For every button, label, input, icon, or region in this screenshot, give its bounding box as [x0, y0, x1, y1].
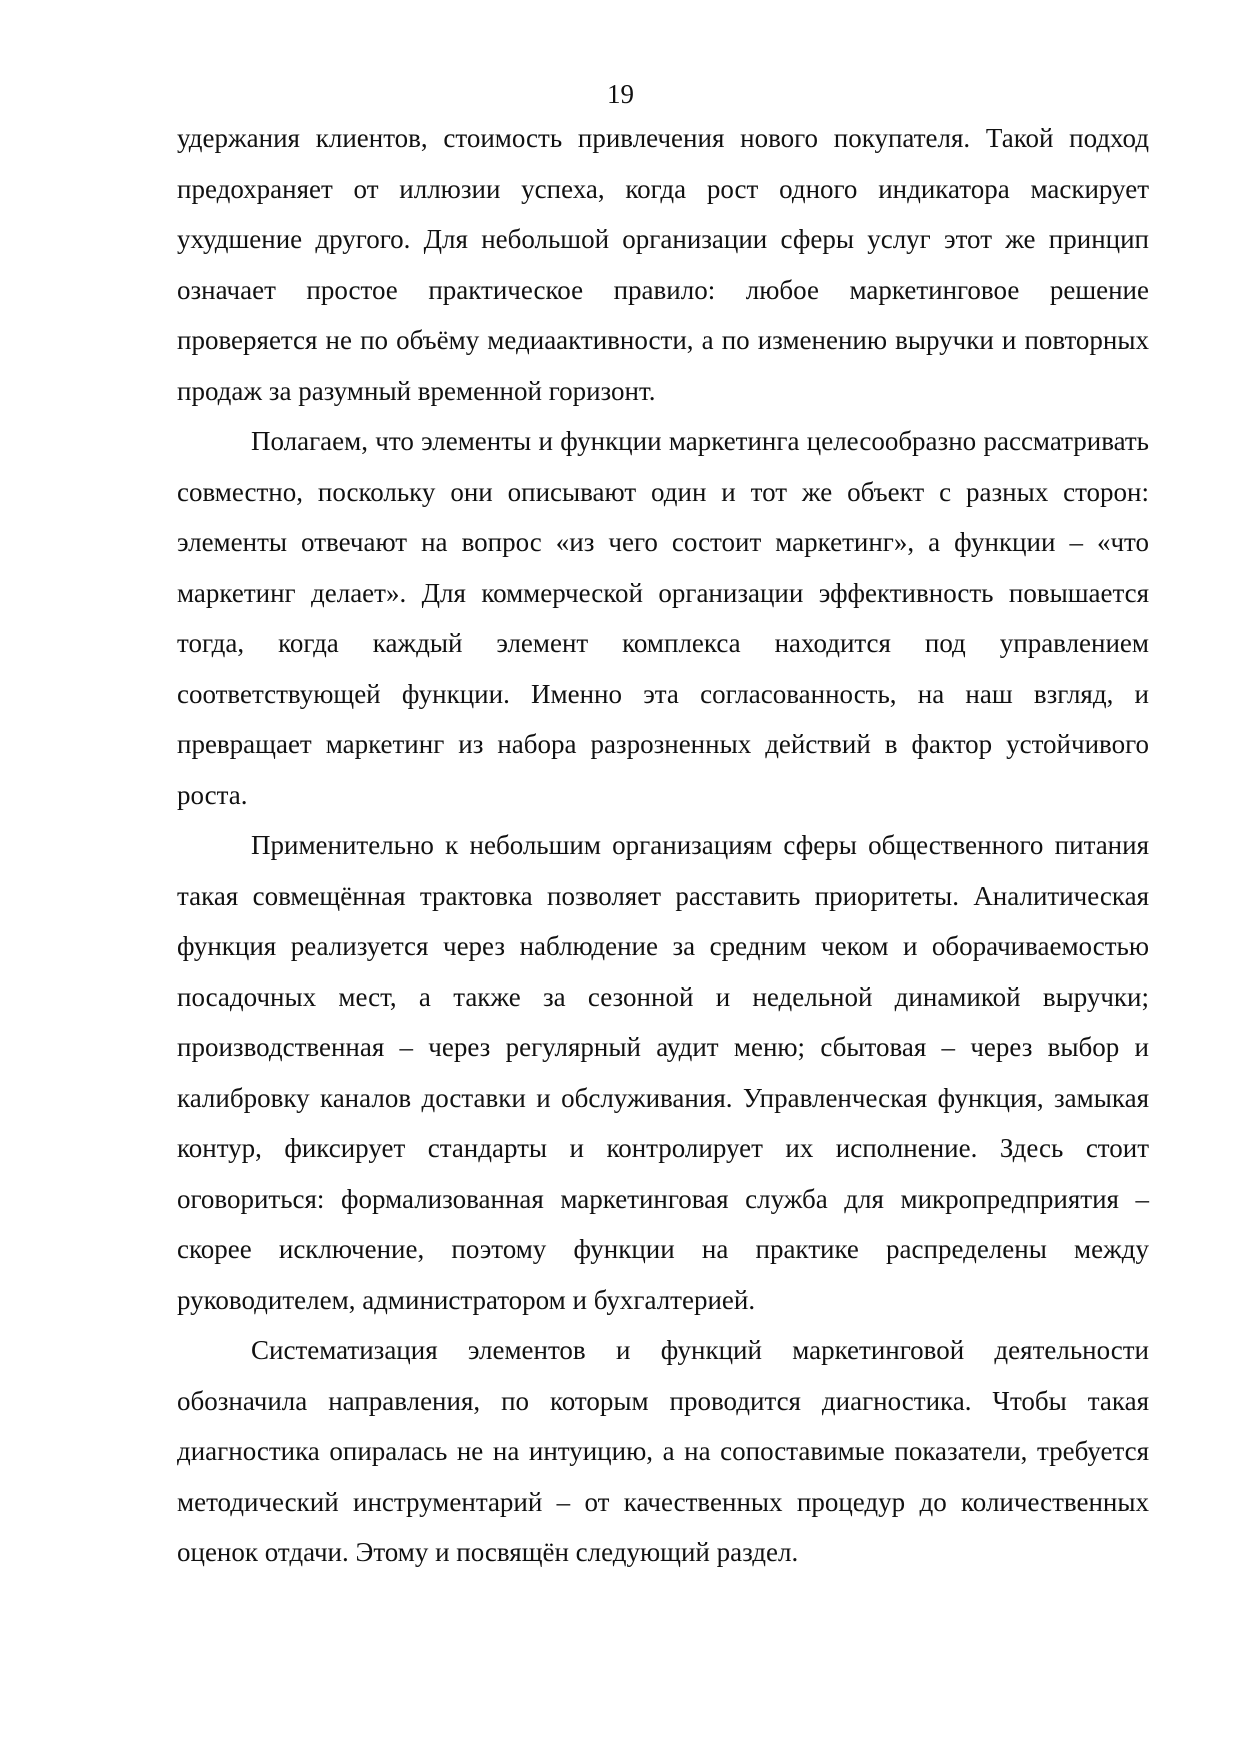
paragraph: Применительно к небольшим организациям сферы общественного питания такая совмещённая трактовка позволяет расставить приоритеты. Аналитическая функция реализуется через наблюдение за средним чеком и оборачиваемостью посадочных мест, а также за сезонной и недельной динамикой выручки; производственная – через регулярный аудит меню; сбытовая – через выбор и калибровку каналов доставки и обслуживания. Управленческая функция, замыкая контур, фиксирует стандарты и контролирует их исполнение. Здесь стоит оговориться: формализованная маркетинговая служба для микропредприятия – скорее исключение, поэтому функции на практике распределены между руководителем, администратором и бухгалтерией.: [177, 830, 1149, 1315]
body-text: [177, 113, 1149, 1578]
paragraph: Систематизация элементов и функций маркетинговой деятельности обозначила направления, по которым проводится диагностика. Чтобы такая диагностика опиралась не на интуицию, а на сопоставимые показатели, требуется методический инструментарий – от качественных процедур до количественных оценок отдачи. Этому и посвящён следующий раздел.: [177, 1335, 1149, 1567]
paragraph-continuation: удержания клиентов, стоимость привлечения нового покупателя. Такой подход предохраняет от иллюзии успеха, когда рост одного индикатора маскирует ухудшение другого. Для небольшой организации сферы услуг этот же принцип означает простое практическое правило: любое маркетинговое решение проверяется не по объёму медиаактивности, а по изменению выручки и повторных продаж за разумный временной горизонт.: [177, 123, 1149, 406]
paragraph: Полагаем, что элементы и функции маркетинга целесообразно рассматривать совместно, поскольку они описывают один и тот же объект с разных сторон: элементы отвечают на вопрос «из чего состоит маркетинг», а функции – «что маркетинг делает». Для коммерческой организации эффективность повышается тогда, когда каждый элемент комплекса находится под управлением соответствующей функции. Именно эта согласованность, на наш взгляд, и превращает маркетинг из набора разрозненных действий в фактор устойчивого роста.: [177, 426, 1149, 810]
page-number: 19: [607, 79, 634, 109]
